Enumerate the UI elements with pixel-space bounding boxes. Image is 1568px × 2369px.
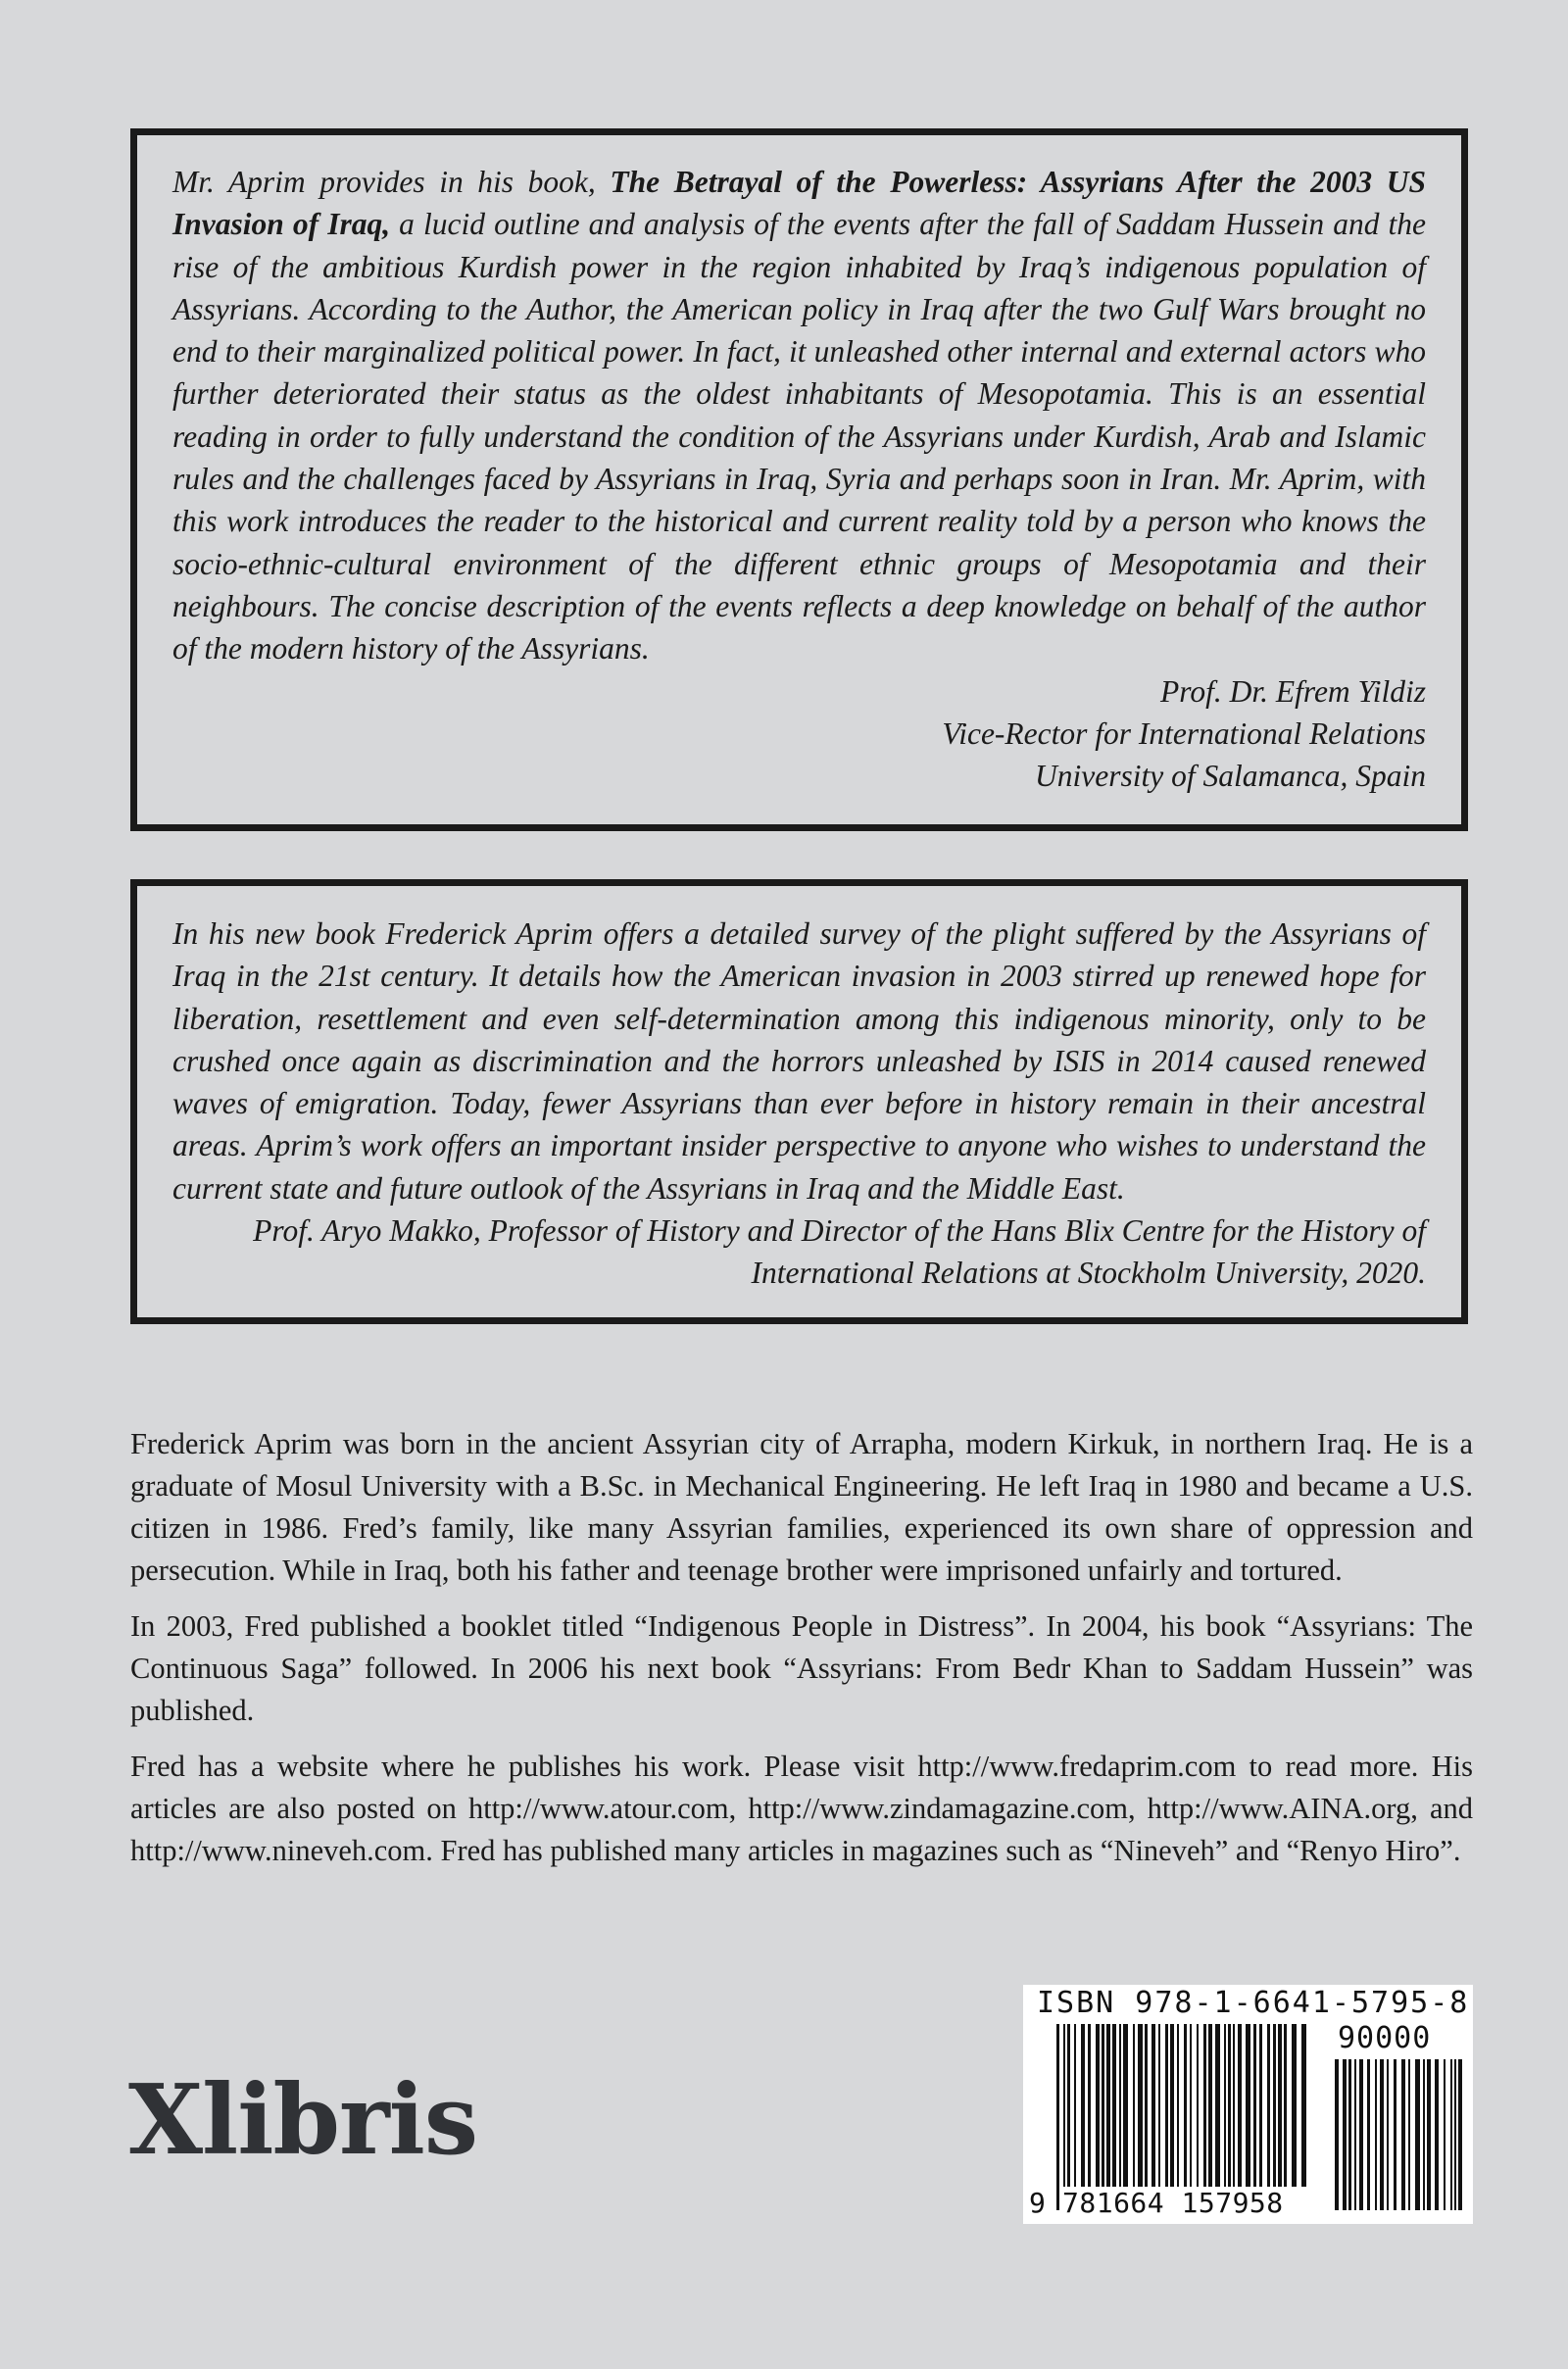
reviewer-name: Prof. Dr. Efrem Yildiz — [1160, 673, 1426, 709]
barcode-bar — [1354, 2059, 1356, 2210]
barcode-bar — [1427, 2059, 1431, 2210]
barcode-bar — [1359, 2059, 1363, 2210]
barcode-bar — [1375, 2059, 1377, 2210]
isbn-barcode — [1023, 1985, 1473, 2224]
review-box-makko — [130, 879, 1468, 1324]
barcode-bar — [1238, 2024, 1242, 2187]
barcode-bar — [1056, 2024, 1059, 2210]
barcode-bar — [1063, 2024, 1065, 2210]
book-title: The Betrayal of the Powerless: Assyrians After the 2003 US Invasion of Iraq, — [172, 165, 1426, 242]
barcode-bar — [1253, 2024, 1256, 2187]
bio-paragraph: In 2003, Fred published a booklet titled “Indigenous People in Distress”. In 2004, his book “Assyrians: The Continuous Saga” followed. In 2006 his next book “Assyrians: From Bedr Khan to Saddam Hussein” was published. — [130, 1609, 1473, 1727]
barcode-bar — [1454, 2059, 1456, 2210]
barcode-bar — [1190, 2024, 1192, 2187]
barcode-bar — [1273, 2024, 1276, 2187]
barcode-bar — [1197, 2024, 1199, 2187]
barcode-bar — [1444, 2059, 1446, 2210]
review-attribution-yildiz — [172, 670, 1426, 798]
barcode-bar — [1450, 2059, 1452, 2210]
barcode-bar — [1387, 2059, 1389, 2210]
barcode-bar — [1224, 2024, 1226, 2187]
barcode-bar — [1165, 2024, 1168, 2187]
reviewer-attribution-line: International Relations at Stockholm University, 2020. — [751, 1256, 1426, 1291]
barcode-bar — [1152, 2024, 1155, 2187]
barcode-bar — [1435, 2059, 1439, 2210]
reviewer-organization: University of Salamanca, Spain — [1035, 759, 1426, 794]
barcode-bar — [1335, 2059, 1339, 2210]
review-text-yildiz — [172, 161, 1426, 670]
barcode-bar — [1401, 2059, 1405, 2210]
barcode-bar — [1088, 2024, 1091, 2187]
barcode-bar — [1408, 2059, 1410, 2210]
barcode-bar — [1228, 2024, 1231, 2187]
author-biography — [130, 1423, 1473, 1886]
review-text-makko: In his new book Frederick Aprim offers a detailed survey of the plight suffered by the Assyrians of Iraq in the 21st century. It details how the American invasion in 2003 stirred up renewed hope for liberation, resettlement and even self-determination among this indigenous minority, only to be crushed once again as discrimination and the horrors unleashed by ISIS in 2014 caused renewed waves of emigration. Today, fewer Assyrians than ever before in history remain in their ancestral areas. Aprim’s work offers an important insider perspective to anyone who wishes to understand the current state and future outlook of the Assyrians in Iraq and the Middle East. — [172, 916, 1426, 1206]
review-body: a lucid outline and analysis of the events after the fall of Saddam Hussein and the rise of the ambitious Kurdish power in the region inhabited by Iraq’s indigenous population of Assyrians. According to the Author, the American policy in Iraq after the two Gulf Wars brought no end to their marginalized political power. In fact, it unleashed other internal and external actors who further deteriorated their status as the oldest inhabitants of Mesopotamia. This is an essential reading in order to fully understand the condition of the Assyrians under Kurdish, Arab and Islamic rules and the challenges faced by Assyrians in Iraq, Syria and perhaps soon in Iran. Mr. Aprim, with this work introduces the reader to the historical and current reality told by a person who knows the socio-ethnic-cultural environment of the different ethnic groups of Mesopotamia and their neighbours. The concise description of the events reflects a deep knowledge on behalf of the author of the modern history of the Assyrians. — [172, 207, 1427, 666]
barcode-bar — [1158, 2024, 1160, 2187]
barcode-bar — [1138, 2024, 1143, 2187]
review-box-yildiz — [130, 128, 1468, 831]
barcode-bar — [1096, 2024, 1100, 2187]
barcode-bar — [1145, 2024, 1148, 2187]
barcode-bar — [1343, 2059, 1347, 2210]
barcode-bar — [1106, 2024, 1110, 2187]
barcode-bar — [1208, 2024, 1212, 2187]
barcode-bar — [1380, 2059, 1384, 2210]
barcode-bar — [1267, 2024, 1270, 2187]
barcode-bar — [1259, 2024, 1262, 2187]
publisher-logo: Xlibris — [128, 2064, 478, 2177]
barcode-bar — [1292, 2024, 1297, 2187]
barcode-bar — [1112, 2024, 1116, 2187]
barcode-bar — [1284, 2024, 1287, 2187]
barcode-bar — [1067, 2024, 1070, 2210]
review-attribution-makko — [172, 1209, 1426, 1295]
ean-first-digit: 9 — [1029, 2187, 1046, 2219]
barcode-bar — [1215, 2024, 1220, 2187]
barcode-bar — [1367, 2059, 1370, 2210]
barcode-bar — [1123, 2024, 1128, 2187]
reviewer-attribution-line: Prof. Aryo Makko, Professor of History and Director of the Hans Blix Centre for the History of — [253, 1213, 1426, 1249]
barcode-bar — [1423, 2059, 1425, 2210]
barcode-bar — [1246, 2024, 1250, 2187]
ean-digits: 781664 157958 — [1062, 2187, 1310, 2220]
barcode-bar — [1278, 2024, 1282, 2187]
barcode-bar — [1177, 2024, 1179, 2187]
barcode-bar — [1184, 2024, 1187, 2210]
barcode-bar — [1119, 2024, 1121, 2187]
isbn-label: ISBN 978-1-6641-5795-8 — [1037, 1986, 1470, 2020]
review-intro: Mr. Aprim provides in his book, — [172, 165, 611, 199]
barcode-bar — [1233, 2024, 1235, 2187]
barcode-bar — [1102, 2024, 1104, 2187]
bio-paragraph: Fred has a website where he publishes his work. Please visit http://www.fredaprim.com to read more. His articles are also posted on http://www.atour.com, http://www.zindamagazine.com, http://www.AINA.org, and http://www.nineveh.com. Fred has published many articles in magazines such as “Nineveh” and “Renyo Hiro”. — [130, 1750, 1473, 1867]
barcode-bar — [1301, 2024, 1306, 2210]
barcode-bar — [1081, 2024, 1085, 2187]
bio-paragraph: Frederick Aprim was born in the ancient Assyrian city of Arrapha, modern Kirkuk, in northern Iraq. He is a graduate of Mosul University with a B.Sc. in Mechanical Engineering. He left Iraq in 1980 and became a U.S. citizen in 1986. Fred’s family, like many Assyrian families, experienced its own share of oppression and persecution. While in Iraq, both his father and teenage brother were imprisoned unfairly and tortured. — [130, 1427, 1473, 1587]
barcode-bar — [1133, 2024, 1135, 2187]
barcode-bar — [1348, 2059, 1351, 2210]
barcode-bar — [1074, 2024, 1076, 2187]
price-code: 90000 — [1338, 2021, 1432, 2055]
reviewer-role: Vice-Rector for International Relations — [942, 716, 1426, 751]
barcode-bar — [1458, 2059, 1462, 2210]
barcode-bar — [1203, 2024, 1206, 2187]
barcode-bar — [1394, 2059, 1396, 2210]
barcode-bar — [1170, 2024, 1174, 2187]
barcode-bar — [1415, 2059, 1420, 2210]
